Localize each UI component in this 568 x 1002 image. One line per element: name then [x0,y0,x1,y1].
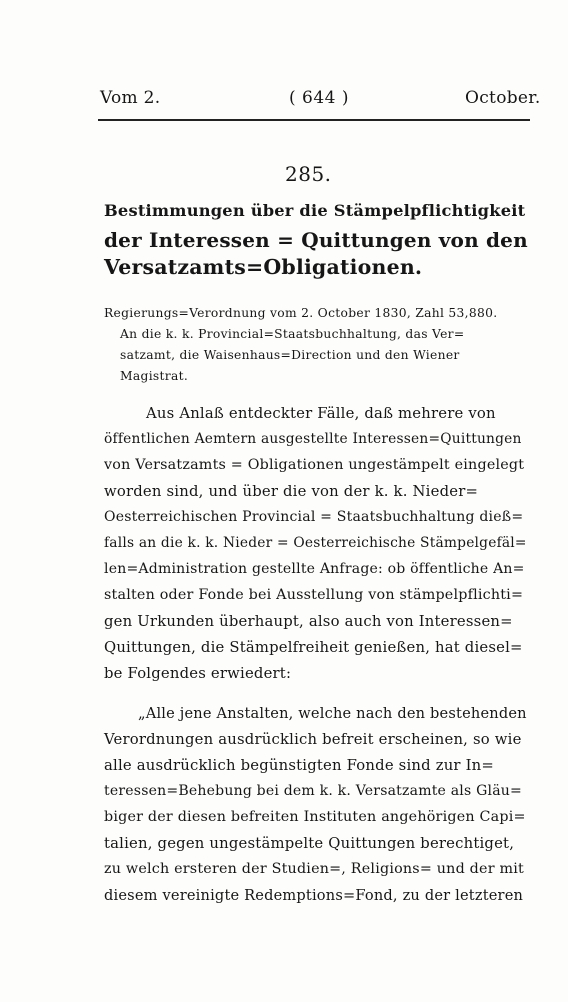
decree-line-4: Magistrat. [120,369,189,383]
body-line-13: Verordnungen ausdrücklich befreit erscheinen, so wie [104,731,522,748]
body-line-16: biger der diesen befreiten Instituten angehörigen Capi= [104,809,526,825]
body-line-17: talien, gegen ungestämpelte Quittungen berechtiget, [104,835,515,852]
body-line-1: Aus Anlaß entdeckter Fälle, daß mehrere von [146,405,496,422]
body-line-10: Quittungen, die Stämpelfreiheit genießen, hat diesel= [104,639,523,656]
body-line-9: gen Urkunden überhaupt, also auch von Interessen= [104,613,513,630]
body-line-3: von Versatzamts = Obligationen ungestämpelt eingelegt [104,457,525,473]
body-line-19: diesem vereinigte Redemptions=Fond, zu der letzteren [104,887,524,904]
body-line-6: falls an die k. k. Nieder = Oesterreichische Stämpelgefäl= [104,535,527,551]
body-line-11: be Folgendes erwiedert: [104,665,292,682]
decree-line-3: satzamt, die Waisenhaus=Direction und den Wiener [120,348,460,362]
title-line-2: der Interessen = Quittungen von den [104,228,528,252]
title-line-1: Bestimmungen über die Stämpelpflichtigkeit [104,201,526,220]
body-line-2: öffentlichen Aemtern ausgestellte Interessen=Quittungen [104,431,522,447]
body-line-14: alle ausdrücklich begünstigten Fonde sind zur In= [104,757,494,774]
body-line-8: stalten oder Fonde bei Ausstellung von stämpelpflichti= [104,587,524,603]
section-number: 285. [285,162,332,186]
header-month: October. [465,88,541,108]
decree-line-2: An die k. k. Provincial=Staatsbuchhaltung, das Ver= [120,327,465,341]
body-line-12: „Alle jene Anstalten, welche nach den bestehenden [138,705,527,722]
header-divider [98,119,530,121]
body-line-18: zu welch ersteren der Studien=, Religions= und der mit [104,861,524,877]
header-date: Vom 2. [100,88,161,108]
body-line-7: len=Administration gestellte Anfrage: ob öffentliche An= [104,561,525,577]
body-line-5: Oesterreichischen Provincial = Staatsbuchhaltung dieß= [104,509,524,525]
title-line-3: Versatzamts=Obligationen. [104,255,423,279]
page-number: ( 644 ) [289,88,350,108]
body-line-4: worden sind, und über die von der k. k. Nieder= [104,483,479,500]
decree-line-1: Regierungs=Verordnung vom 2. October 1830, Zahl 53,880. [104,306,498,320]
body-line-15: teressen=Behebung bei dem k. k. Versatzamte als Gläu= [104,783,522,799]
